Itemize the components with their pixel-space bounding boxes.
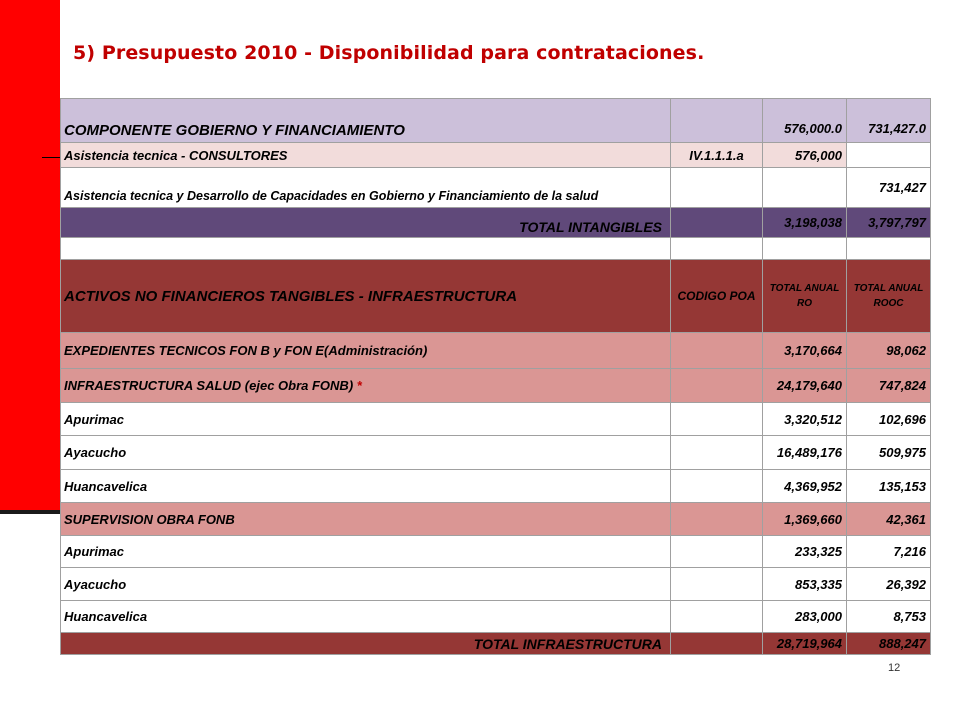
row-ro: 576,000 (763, 143, 847, 168)
row-rooc: 3,797,797 (847, 208, 931, 238)
row-label: Huancavelica (61, 601, 671, 633)
row-ro: 3,170,664 (763, 333, 847, 369)
row-ro: 24,179,640 (763, 369, 847, 403)
row-rooc: 888,247 (847, 633, 931, 655)
table-row (61, 568, 931, 601)
row-label: Asistencia tecnica - CONSULTORES (61, 143, 671, 168)
accent-bar (0, 0, 60, 512)
row-rooc: 731,427 (847, 168, 931, 208)
row-code (671, 536, 763, 568)
table-row (61, 168, 931, 208)
row-code (671, 436, 763, 470)
row-code (671, 99, 763, 143)
row-ro: 3,320,512 (763, 403, 847, 436)
row-code (671, 568, 763, 601)
row-ro: 16,489,176 (763, 436, 847, 470)
budget-table (60, 98, 931, 655)
row-code (671, 470, 763, 503)
row-rooc: 98,062 (847, 333, 931, 369)
row-label: ACTIVOS NO FINANCIEROS TANGIBLES - INFRAESTRUCTURA (61, 260, 671, 333)
row-ro (763, 168, 847, 208)
row-label: TOTAL INFRAESTRUCTURA (61, 633, 671, 655)
row-label: Huancavelica (61, 470, 671, 503)
row-ro: 853,335 (763, 568, 847, 601)
row-code (671, 168, 763, 208)
row-rooc: 135,153 (847, 470, 931, 503)
table-row (61, 601, 931, 633)
row-label: TOTAL INTANGIBLES (61, 208, 671, 238)
row-rooc: 747,824 (847, 369, 931, 403)
row-label: COMPONENTE GOBIERNO Y FINANCIAMIENTO (61, 99, 671, 143)
row-code (671, 633, 763, 655)
divider-tick (42, 157, 60, 158)
table-row (61, 143, 931, 168)
table-row (61, 633, 931, 655)
table-row (61, 333, 931, 369)
row-code (671, 403, 763, 436)
row-ro: 28,719,964 (763, 633, 847, 655)
table-row (61, 436, 931, 470)
row-code (671, 208, 763, 238)
row-ro: 576,000.0 (763, 99, 847, 143)
row-rooc: 26,392 (847, 568, 931, 601)
row-label: Apurimac (61, 536, 671, 568)
row-label: SUPERVISION OBRA FONB (61, 503, 671, 536)
table-row (61, 260, 931, 333)
row-ro: 1,369,660 (763, 503, 847, 536)
table-row (61, 536, 931, 568)
table-row (61, 470, 931, 503)
row-rooc: 509,975 (847, 436, 931, 470)
row-rooc: 7,216 (847, 536, 931, 568)
column-header-rooc: TOTAL ANUAL ROOC (847, 260, 931, 333)
row-rooc: 8,753 (847, 601, 931, 633)
row-code (671, 333, 763, 369)
footnote-mark: * (356, 378, 362, 393)
accent-bar-shadow (0, 510, 62, 514)
row-code: IV.1.1.1.a (671, 143, 763, 168)
table-row (61, 403, 931, 436)
table-row (61, 208, 931, 238)
row-code (671, 503, 763, 536)
row-rooc: 42,361 (847, 503, 931, 536)
row-ro: 283,000 (763, 601, 847, 633)
row-label: EXPEDIENTES TECNICOS FON B y FON E(Administración) (61, 333, 671, 369)
row-label: Ayacucho (61, 436, 671, 470)
column-header-code: CODIGO POA (671, 260, 763, 333)
row-rooc: 102,696 (847, 403, 931, 436)
row-label-text: INFRAESTRUCTURA SALUD (ejec Obra FONB) (64, 378, 354, 393)
table-row (61, 99, 931, 143)
row-label (61, 369, 671, 403)
page-number: 12 (888, 662, 901, 674)
column-header-ro: TOTAL ANUAL RO (763, 260, 847, 333)
slide-title: 5) Presupuesto 2010 - Disponibilidad para contrataciones. (73, 42, 705, 64)
row-label: Ayacucho (61, 568, 671, 601)
table-row (61, 503, 931, 536)
row-code (671, 601, 763, 633)
spacer-row (61, 238, 931, 260)
row-ro: 3,198,038 (763, 208, 847, 238)
row-rooc: 731,427.0 (847, 99, 931, 143)
row-ro: 4,369,952 (763, 470, 847, 503)
row-rooc (847, 143, 931, 168)
row-label: Apurimac (61, 403, 671, 436)
row-label: Asistencia tecnica y Desarrollo de Capacidades en Gobierno y Financiamiento de la salud (61, 168, 671, 208)
table-row (61, 369, 931, 403)
row-ro: 233,325 (763, 536, 847, 568)
row-code (671, 369, 763, 403)
